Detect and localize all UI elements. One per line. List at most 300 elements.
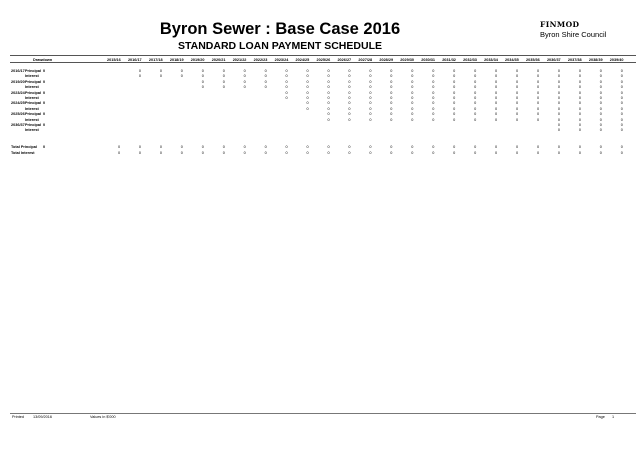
column-header-2031-32: 2031/32	[442, 58, 456, 62]
column-header-2020-21: 2020/21	[211, 58, 226, 62]
interest-cell: 0	[411, 106, 414, 111]
column-header-2018-19: 2018/19	[169, 58, 184, 62]
interest-cell: 0	[306, 85, 309, 90]
principal-cell: 0	[599, 112, 602, 117]
interest-cell: 0	[620, 96, 623, 100]
footer-page-number: 1	[612, 415, 615, 419]
total-interest-cell: 0	[474, 150, 477, 155]
interest-cell: 0	[369, 106, 372, 111]
total-interest-cell: 0	[599, 150, 602, 155]
total-interest-cell: 0	[180, 150, 183, 155]
total-interest-cell: 0	[222, 150, 225, 155]
interest-cell: 0	[306, 96, 309, 100]
interest-cell: 0	[536, 96, 540, 100]
interest-cell: 0	[495, 74, 498, 79]
interest-cell: 0	[327, 85, 330, 90]
interest-cell: 0	[599, 74, 602, 79]
principal-cell: 0	[495, 90, 498, 95]
total-interest-label: Total Interest	[11, 150, 35, 155]
interest-cell: 0	[306, 74, 309, 79]
principal-cell: 0	[515, 79, 519, 84]
principal-cell: 0	[599, 79, 602, 84]
principal-cell: 0	[348, 90, 351, 95]
interest-cell: 0	[453, 96, 456, 100]
column-header-2025-26: 2025/26	[316, 58, 331, 62]
interest-cell: 0	[578, 85, 581, 90]
report-subtitle: STANDARD LOAN PAYMENT SCHEDULE	[178, 40, 382, 52]
principal-cell: 0	[495, 79, 498, 84]
loan-year-2016-17: 2016/17	[11, 69, 25, 73]
interest-cell: 0	[306, 106, 309, 111]
interest-cell: 0	[453, 106, 456, 111]
interest-cell: 0	[495, 96, 498, 100]
interest-cell: 0	[620, 128, 623, 133]
total-interest-cell: 0	[243, 150, 246, 155]
principal-cell: 0	[201, 69, 204, 73]
principal-cell: 0	[327, 112, 330, 117]
drawdown-value: 0	[43, 79, 46, 84]
interest-cell: 0	[369, 85, 372, 90]
column-header-2030-31: 2030/31	[421, 58, 435, 62]
total-principal-cell: 0	[536, 145, 540, 149]
principal-cell: 0	[432, 101, 435, 106]
principal-cell: 0	[453, 90, 456, 95]
principal-cell: 0	[578, 123, 581, 127]
total-principal-cell: 0	[180, 145, 183, 149]
interest-cell: 0	[578, 96, 581, 100]
interest-row-label: Interest	[25, 96, 39, 100]
principal-cell: 0	[306, 69, 309, 73]
principal-cell: 0	[620, 90, 623, 95]
total-principal-cell: 0	[620, 145, 623, 149]
principal-cell: 0	[369, 69, 372, 73]
interest-cell: 0	[599, 128, 602, 133]
total-principal-cell: 0	[243, 145, 246, 149]
interest-cell: 0	[411, 74, 414, 79]
interest-cell: 0	[159, 74, 162, 79]
principal-cell: 0	[474, 69, 477, 73]
loan-year-2025-26: 2025/26	[11, 112, 25, 117]
principal-cell: 0	[390, 101, 393, 106]
principal-cell: 0	[327, 90, 330, 95]
interest-cell: 0	[495, 106, 498, 111]
interest-cell: 0	[620, 74, 623, 79]
interest-cell: 0	[285, 85, 288, 90]
total-interest-cell: 0	[264, 150, 267, 155]
interest-cell: 0	[432, 74, 435, 79]
total-interest-cell: 0	[306, 150, 309, 155]
principal-cell: 0	[453, 79, 456, 84]
principal-cell: 0	[411, 69, 414, 73]
total-principal-cell: 0	[327, 145, 330, 149]
principal-cell: 0	[620, 123, 623, 127]
interest-cell: 0	[201, 85, 204, 90]
interest-cell: 0	[557, 85, 560, 90]
principal-row-label: Principal	[25, 101, 42, 106]
interest-cell: 0	[138, 74, 141, 79]
total-principal-cell: 0	[474, 145, 477, 149]
interest-cell: 0	[599, 96, 602, 100]
principal-cell: 0	[599, 90, 602, 95]
interest-cell: 0	[432, 117, 435, 122]
interest-cell: 0	[222, 74, 225, 79]
principal-cell: 0	[536, 79, 540, 84]
principal-cell: 0	[264, 79, 267, 84]
principal-cell: 0	[536, 69, 540, 73]
total-principal-cell: 0	[578, 145, 581, 149]
principal-cell: 0	[285, 69, 288, 73]
interest-cell: 0	[432, 96, 435, 100]
interest-cell: 0	[557, 74, 560, 79]
column-header-2021-22: 2021/22	[232, 58, 247, 62]
column-header-2035-36: 2035/36	[526, 58, 540, 62]
column-header-2027-28: 2027/28	[358, 58, 373, 62]
principal-cell: 0	[557, 123, 560, 127]
interest-cell: 0	[348, 74, 351, 79]
total-drawdown-value: 0	[43, 145, 46, 149]
principal-cell: 0	[306, 90, 309, 95]
principal-cell: 0	[453, 112, 456, 117]
total-interest-cell: 0	[536, 150, 540, 155]
principal-cell: 0	[138, 69, 141, 73]
principal-cell: 0	[515, 101, 519, 106]
principal-cell: 0	[390, 79, 393, 84]
principal-cell: 0	[432, 112, 435, 117]
drawdown-value: 0	[43, 69, 46, 73]
column-header-2034-35: 2034/35	[505, 58, 519, 62]
principal-cell: 0	[411, 79, 414, 84]
principal-cell: 0	[557, 101, 560, 106]
interest-cell: 0	[348, 85, 351, 90]
column-header-2032-33: 2032/33	[463, 58, 477, 62]
interest-cell: 0	[411, 85, 414, 90]
interest-row-label: Interest	[25, 74, 39, 79]
interest-cell: 0	[599, 85, 602, 90]
interest-cell: 0	[578, 128, 581, 133]
total-interest-cell: 0	[620, 150, 623, 155]
interest-cell: 0	[453, 74, 456, 79]
total-interest-cell: 0	[327, 150, 330, 155]
principal-cell: 0	[578, 112, 581, 117]
interest-cell: 0	[578, 106, 581, 111]
report-title: Byron Sewer : Base Case 2016	[159, 20, 401, 38]
column-header-2038-39: 2038/39	[588, 58, 603, 62]
principal-cell: 0	[369, 112, 372, 117]
total-principal-cell: 0	[159, 145, 162, 149]
drawdown-value: 0	[43, 90, 46, 95]
total-principal-cell: 0	[557, 145, 560, 149]
principal-row-label: Principal	[25, 69, 42, 73]
interest-cell: 0	[411, 96, 414, 100]
column-header-2015-16: 2015/16	[107, 58, 121, 62]
column-header-2039-40: 2039/40	[609, 58, 624, 62]
column-header-2022-23: 2022/23	[253, 58, 268, 62]
total-principal-cell: 0	[306, 145, 309, 149]
interest-cell: 0	[327, 117, 330, 122]
total-principal-cell: 0	[599, 145, 602, 149]
interest-cell: 0	[557, 128, 560, 133]
interest-cell: 0	[285, 96, 288, 100]
principal-cell: 0	[264, 69, 267, 73]
total-principal-cell: 0	[222, 145, 225, 149]
total-interest-cell: 0	[117, 150, 121, 155]
principal-cell: 0	[243, 79, 246, 84]
principal-cell: 0	[327, 101, 330, 106]
principal-cell: 0	[411, 90, 414, 95]
total-principal-cell: 0	[515, 145, 519, 149]
principal-cell: 0	[599, 101, 602, 106]
principal-row-label: Principal	[25, 90, 42, 95]
total-interest-cell: 0	[515, 150, 519, 155]
column-header-2033-34: 2033/34	[484, 58, 498, 62]
interest-cell: 0	[474, 74, 477, 79]
interest-cell: 0	[620, 117, 623, 122]
interest-cell: 0	[515, 85, 519, 90]
principal-cell: 0	[390, 112, 393, 117]
principal-cell: 0	[159, 69, 162, 73]
principal-cell: 0	[369, 79, 372, 84]
interest-cell: 0	[327, 96, 330, 100]
interest-cell: 0	[557, 117, 560, 122]
principal-cell: 0	[201, 79, 204, 84]
principal-cell: 0	[306, 79, 309, 84]
principal-cell: 0	[557, 69, 560, 73]
drawdown-value: 0	[43, 112, 46, 117]
interest-cell: 0	[495, 117, 498, 122]
column-header-2026-27: 2026/27	[337, 58, 352, 62]
principal-cell: 0	[474, 90, 477, 95]
principal-cell: 0	[243, 69, 246, 73]
total-principal-label: Total Principal	[11, 145, 37, 149]
principal-cell: 0	[327, 69, 330, 73]
principal-cell: 0	[495, 69, 498, 73]
interest-row-label: Interest	[25, 85, 39, 90]
interest-cell: 0	[348, 96, 351, 100]
total-principal-cell: 0	[390, 145, 393, 149]
interest-cell: 0	[536, 74, 540, 79]
principal-cell: 0	[348, 112, 351, 117]
interest-cell: 0	[243, 74, 246, 79]
principal-cell: 0	[432, 79, 435, 84]
total-interest-cell: 0	[138, 150, 141, 155]
interest-cell: 0	[453, 117, 456, 122]
column-header-2029-30: 2029/30	[400, 58, 415, 62]
total-principal-cell: 0	[369, 145, 372, 149]
footer-printed-label: Printed	[12, 415, 25, 419]
principal-cell: 0	[599, 123, 602, 127]
principal-cell: 0	[474, 101, 477, 106]
interest-cell: 0	[557, 96, 560, 100]
principal-cell: 0	[432, 90, 435, 95]
interest-cell: 0	[453, 85, 456, 90]
interest-cell: 0	[536, 106, 540, 111]
interest-cell: 0	[285, 74, 288, 79]
total-principal-cell: 0	[453, 145, 456, 149]
total-principal-cell: 0	[201, 145, 204, 149]
interest-cell: 0	[432, 106, 435, 111]
principal-cell: 0	[495, 101, 498, 106]
drawdown-value: 0	[43, 101, 46, 106]
principal-cell: 0	[515, 69, 519, 73]
interest-cell: 0	[180, 74, 183, 79]
brand-name: FINMOD	[540, 20, 580, 29]
principal-cell: 0	[453, 101, 456, 106]
principal-cell: 0	[578, 101, 581, 106]
loan-year-2024-25: 2024/25	[11, 101, 25, 106]
interest-cell: 0	[222, 85, 225, 90]
principal-cell: 0	[620, 112, 623, 117]
principal-cell: 0	[180, 69, 183, 73]
principal-cell: 0	[306, 101, 309, 106]
footer-rule	[10, 413, 636, 414]
total-principal-cell: 0	[432, 145, 435, 149]
principal-cell: 0	[474, 79, 477, 84]
principal-cell: 0	[285, 79, 288, 84]
principal-cell: 0	[348, 69, 351, 73]
principal-cell: 0	[557, 112, 560, 117]
drawdown-header: Drawdown	[33, 58, 53, 62]
total-principal-cell: 0	[348, 145, 351, 149]
interest-cell: 0	[432, 85, 435, 90]
interest-cell: 0	[390, 85, 393, 90]
total-principal-cell: 0	[495, 145, 498, 149]
interest-cell: 0	[515, 106, 519, 111]
interest-cell: 0	[369, 74, 372, 79]
total-principal-cell: 0	[411, 145, 414, 149]
loan-year-2036-37: 2036/37	[11, 123, 25, 127]
interest-cell: 0	[515, 117, 519, 122]
interest-cell: 0	[578, 117, 581, 122]
total-interest-cell: 0	[557, 150, 560, 155]
interest-cell: 0	[390, 106, 393, 111]
principal-cell: 0	[348, 101, 351, 106]
total-interest-cell: 0	[495, 150, 498, 155]
drawdown-value: 0	[43, 123, 46, 127]
interest-row-label: Interest	[25, 106, 39, 111]
interest-cell: 0	[474, 117, 477, 122]
footer-page-label: Page	[596, 415, 605, 419]
interest-cell: 0	[264, 74, 267, 79]
interest-cell: 0	[327, 74, 330, 79]
principal-cell: 0	[515, 90, 519, 95]
principal-cell: 0	[390, 90, 393, 95]
principal-cell: 0	[222, 79, 225, 84]
principal-cell: 0	[411, 101, 414, 106]
loan-year-2023-24: 2023/24	[11, 90, 25, 95]
interest-cell: 0	[515, 74, 519, 79]
interest-cell: 0	[599, 117, 602, 122]
principal-cell: 0	[620, 79, 623, 84]
principal-cell: 0	[557, 79, 560, 84]
total-interest-cell: 0	[348, 150, 351, 155]
principal-cell: 0	[285, 90, 288, 95]
interest-cell: 0	[390, 96, 393, 100]
principal-cell: 0	[327, 79, 330, 84]
principal-cell: 0	[578, 69, 581, 73]
column-header-2023-24: 2023/24	[274, 58, 289, 62]
interest-cell: 0	[243, 85, 246, 90]
total-principal-cell: 0	[264, 145, 267, 149]
total-principal-cell: 0	[285, 145, 288, 149]
principal-cell: 0	[348, 79, 351, 84]
interest-cell: 0	[536, 85, 540, 90]
total-interest-cell: 0	[285, 150, 288, 155]
interest-cell: 0	[201, 74, 204, 79]
total-interest-cell: 0	[432, 150, 435, 155]
footer-print-date: 13/09/2016	[33, 415, 53, 419]
interest-cell: 0	[557, 106, 560, 111]
principal-cell: 0	[515, 112, 519, 117]
interest-cell: 0	[620, 85, 623, 90]
principal-cell: 0	[578, 90, 581, 95]
principal-cell: 0	[369, 101, 372, 106]
interest-cell: 0	[578, 74, 581, 79]
interest-cell: 0	[348, 106, 351, 111]
principal-cell: 0	[536, 101, 540, 106]
column-header-2036-37: 2036/37	[546, 58, 561, 62]
interest-cell: 0	[474, 106, 477, 111]
principal-cell: 0	[369, 90, 372, 95]
total-interest-cell: 0	[159, 150, 162, 155]
column-header-2028-29: 2028/29	[379, 58, 394, 62]
principal-cell: 0	[495, 112, 498, 117]
column-header-2017-18: 2017/18	[148, 58, 163, 62]
interest-cell: 0	[515, 96, 519, 100]
principal-row-label: Principal	[25, 112, 42, 117]
principal-cell: 0	[222, 69, 225, 73]
total-interest-cell: 0	[578, 150, 581, 155]
organisation-name: Byron Shire Council	[540, 30, 607, 39]
footer-units: Values in $'000	[90, 415, 116, 419]
principal-row-label: Principal	[25, 79, 42, 84]
principal-cell: 0	[411, 112, 414, 117]
principal-cell: 0	[453, 69, 456, 73]
interest-cell: 0	[474, 85, 477, 90]
principal-cell: 0	[536, 90, 540, 95]
total-interest-cell: 0	[201, 150, 204, 155]
interest-cell: 0	[369, 96, 372, 100]
principal-cell: 0	[390, 69, 393, 73]
interest-cell: 0	[620, 106, 623, 111]
total-interest-cell: 0	[411, 150, 414, 155]
interest-cell: 0	[327, 106, 330, 111]
column-header-2024-25: 2024/25	[295, 58, 310, 62]
total-interest-cell: 0	[369, 150, 372, 155]
principal-cell: 0	[432, 69, 435, 73]
principal-cell: 0	[557, 90, 560, 95]
interest-cell: 0	[411, 117, 414, 122]
interest-row-label: Interest	[25, 117, 39, 122]
principal-cell: 0	[599, 69, 602, 73]
total-interest-cell: 0	[453, 150, 456, 155]
interest-row-label: Interest	[25, 128, 39, 133]
total-principal-cell: 0	[138, 145, 141, 149]
total-interest-cell: 0	[390, 150, 393, 155]
column-header-2019-20: 2019/20	[190, 58, 205, 62]
interest-cell: 0	[369, 117, 372, 122]
column-header-2037-38: 2037/38	[567, 58, 582, 62]
interest-cell: 0	[599, 106, 602, 111]
principal-cell: 0	[620, 69, 623, 73]
principal-cell: 0	[578, 79, 581, 84]
loan-year-2019-20: 2019/20	[11, 79, 25, 84]
principal-cell: 0	[536, 112, 540, 117]
interest-cell: 0	[536, 117, 540, 122]
principal-cell: 0	[620, 101, 623, 106]
interest-cell: 0	[390, 74, 393, 79]
interest-cell: 0	[264, 85, 267, 90]
interest-cell: 0	[348, 117, 351, 122]
